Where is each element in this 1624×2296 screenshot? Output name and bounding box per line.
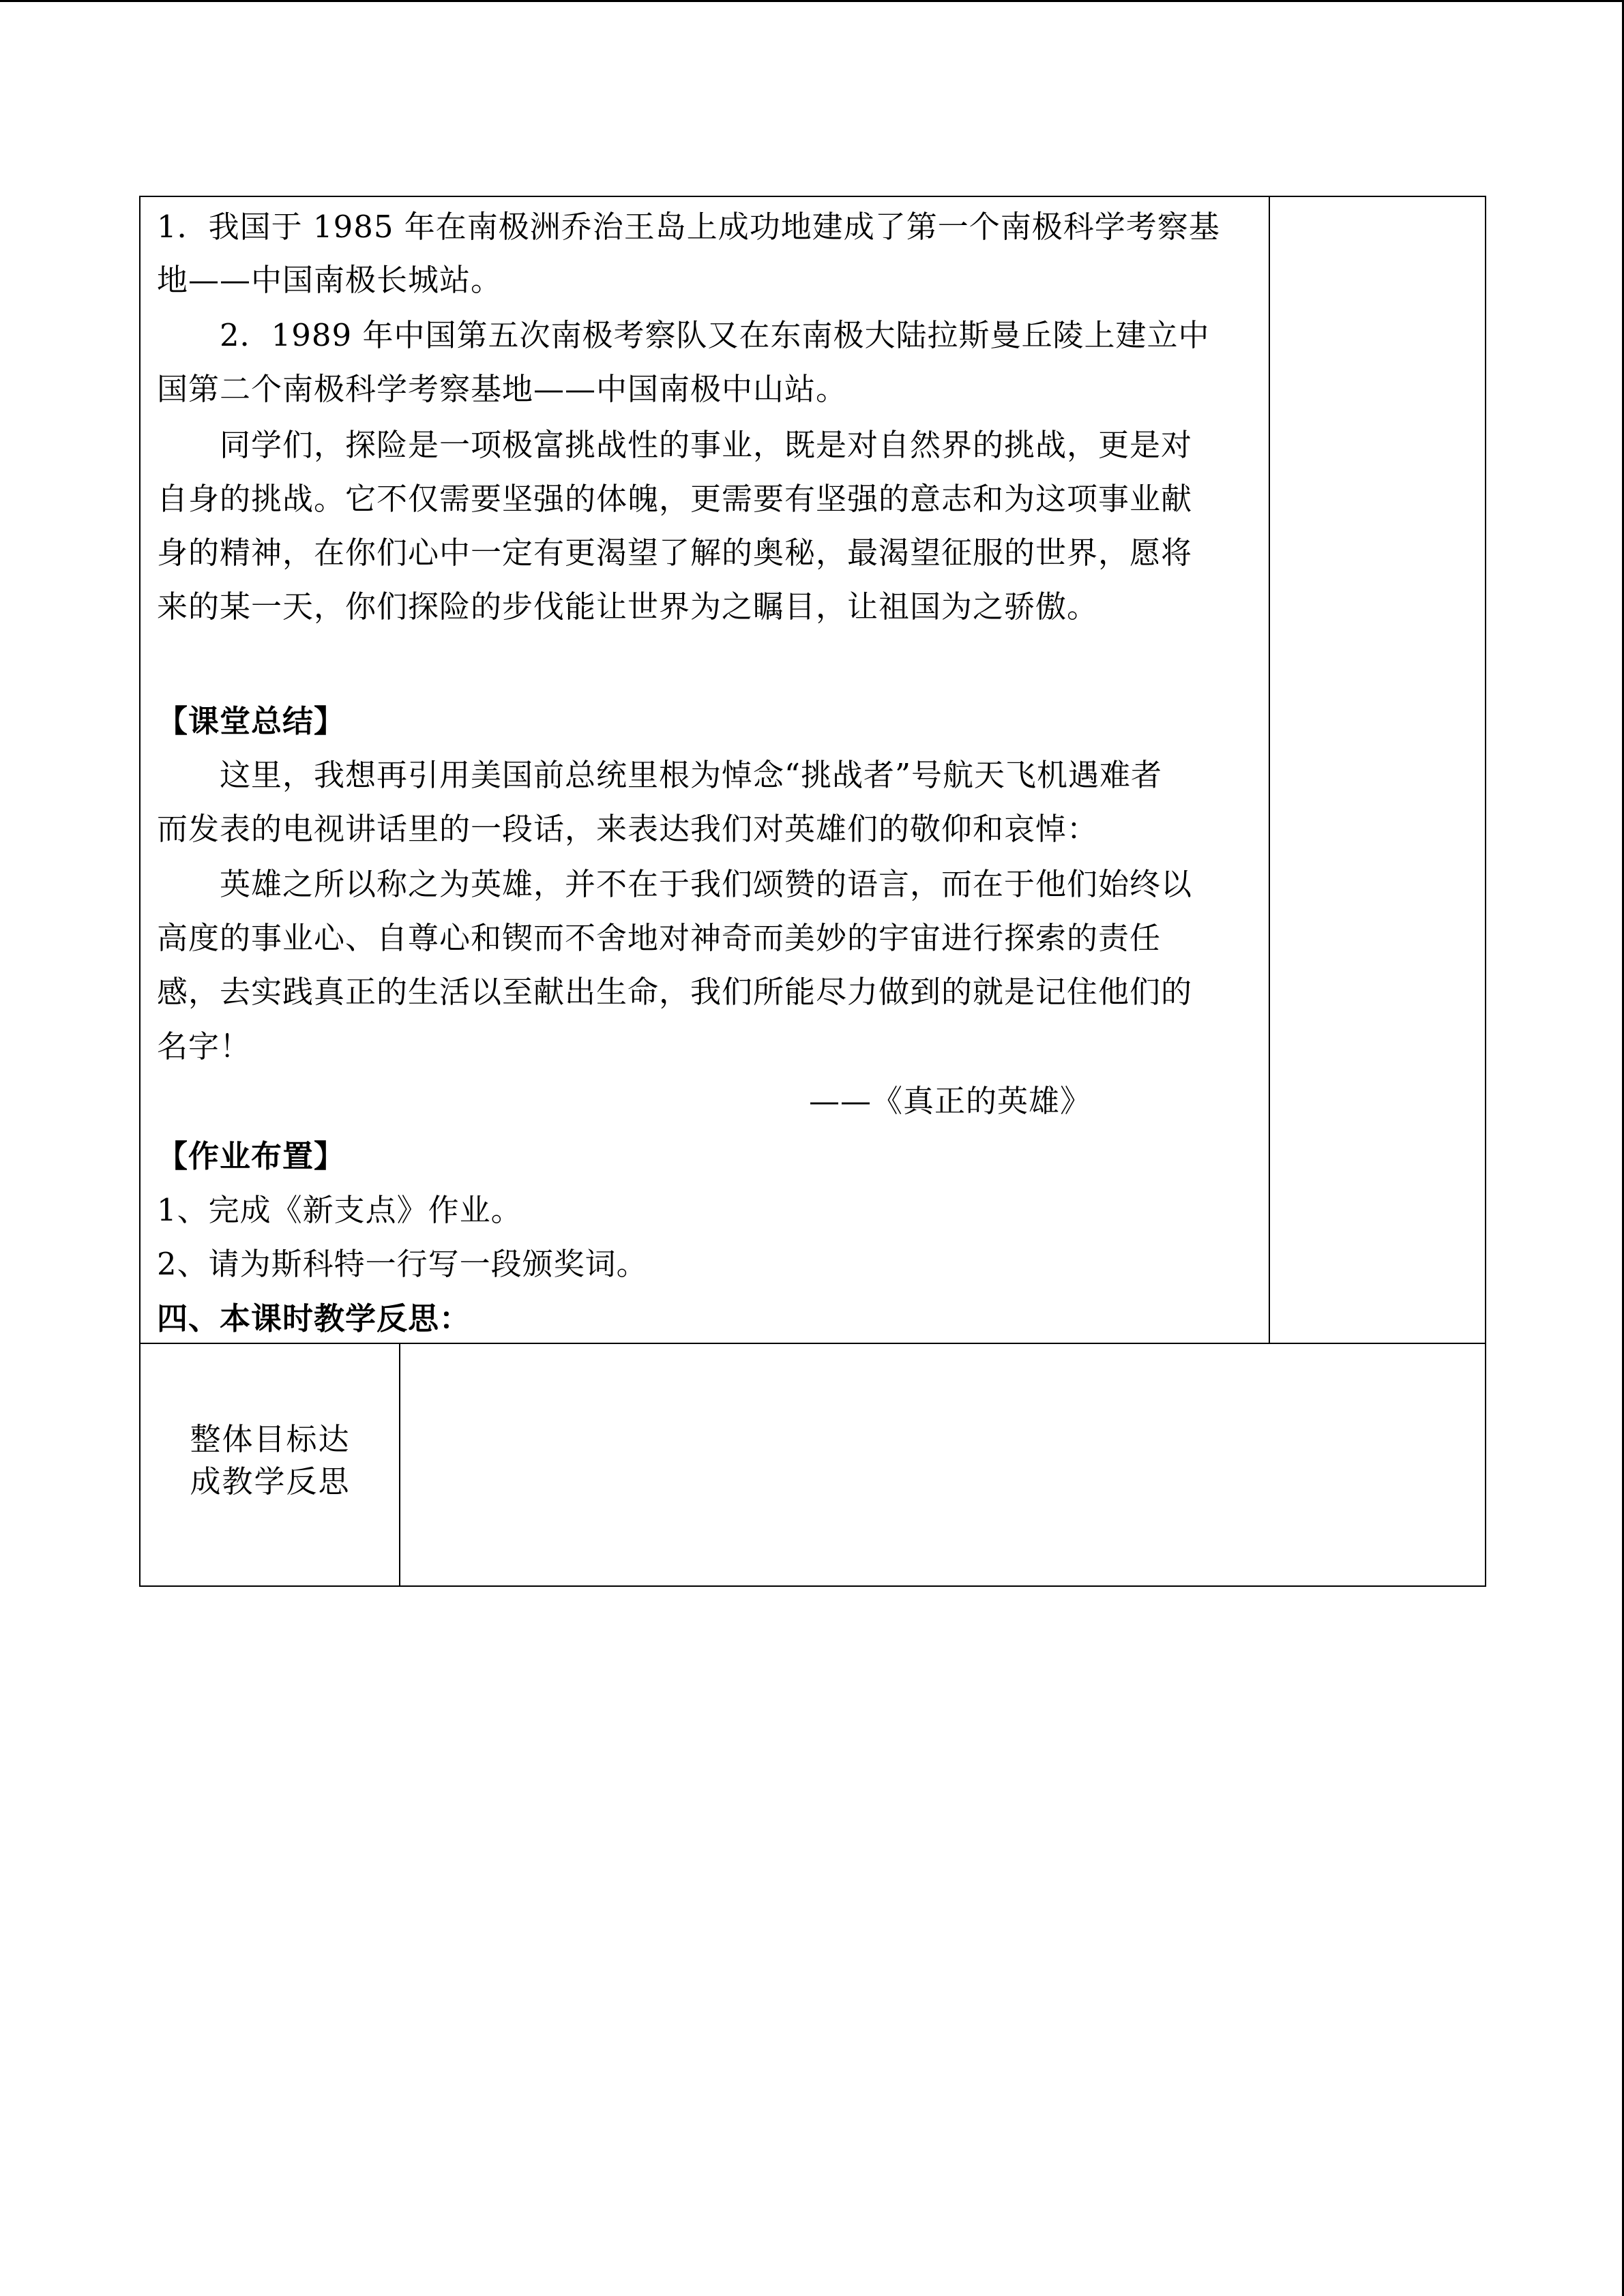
reflection-heading: 四、本课时教学反思： [157,1300,471,1337]
page-top-border [0,0,1624,2]
homework-heading: 【作业布置】 [157,1138,346,1174]
paragraph-line: 身的精神，在你们心中一定有更渴望了解的奥秘，最渴望征服的世界，愿将 [157,535,1193,571]
homework-item: 1、完成《新支点》作业。 [157,1192,522,1228]
paragraph-line: 地——中国南极长城站。 [157,262,503,298]
summary-line: 而发表的电视讲话里的一段话，来表达我们对英雄们的敬仰和哀悼： [157,811,1099,847]
summary-heading: 【课堂总结】 [157,703,346,739]
paragraph-line: 同学们，探险是一项极富挑战性的事业，既是对自然界的挑战，更是对 [157,427,1193,463]
paragraph-line: 自身的挑战。它不仅需要坚强的体魄，更需要有坚强的意志和为这项事业献 [157,481,1193,517]
quote-source: ——《真正的英雄》 [809,1083,1092,1119]
summary-line: 高度的事业心、自尊心和锲而不舍地对神奇而美妙的宇宙进行探索的责任 [157,920,1162,956]
reflection-label-line: 成教学反思 [190,1463,351,1500]
summary-line: 感，去实践真正的生活以至献出生命，我们所能尽力做到的就是记住他们的 [157,974,1193,1010]
table-column-divider [1269,196,1270,1344]
reflection-label [141,1418,400,1503]
summary-line: 这里，我想再引用美国前总统里根为悼念“挑战者”号航天飞机遇难者 [157,757,1163,793]
paragraph-line: 2．1989 年中国第五次南极考察队又在东南极大陆拉斯曼丘陵上建立中 [157,317,1210,353]
summary-line: 名字！ [157,1028,252,1064]
paragraph-line: 1．我国于 1985 年在南极洲乔治王岛上成功地建成了第一个南极科学考察基 [157,209,1220,245]
paragraph-line: 国第二个南极科学考察基地——中国南极中山站。 [157,371,848,407]
paragraph-line: 来的某一天，你们探险的步伐能让世界为之瞩目，让祖国为之骄傲。 [157,588,1099,625]
homework-item: 2、请为斯科特一行写一段颁奖词。 [157,1246,648,1282]
reflection-label-line: 整体目标达 [190,1421,351,1457]
summary-line: 英雄之所以称之为英雄，并不在于我们颂赞的语言，而在于他们始终以 [157,866,1193,902]
